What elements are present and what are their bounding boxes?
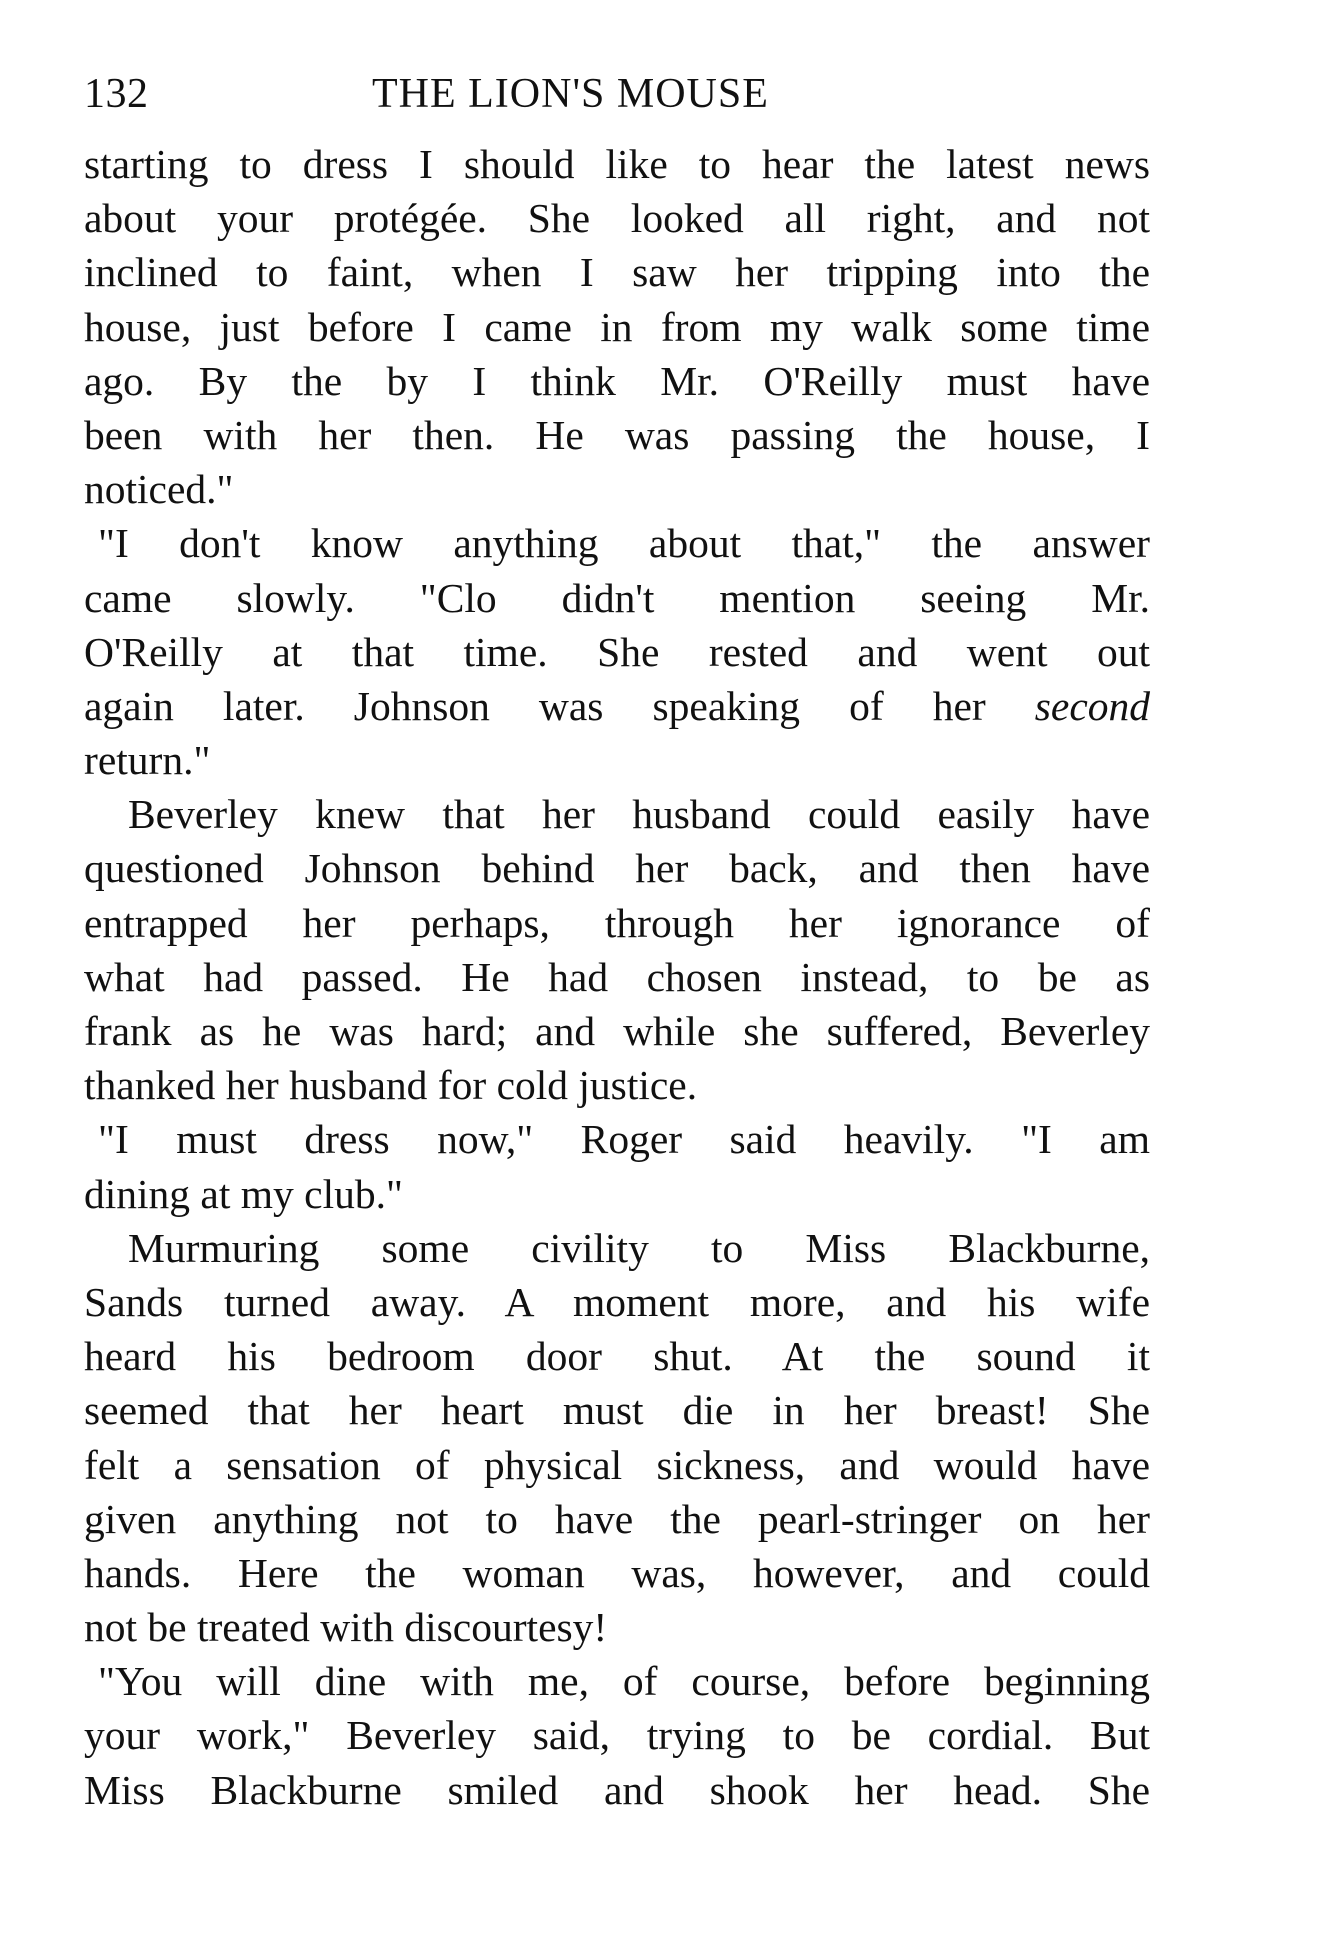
text-line: came slowly. "Clo didn't mention seeing Mr. bbox=[84, 574, 1150, 621]
text-line: given anything not to have the pearl-stringer on her bbox=[84, 1495, 1150, 1542]
text-line: dining at my club." bbox=[84, 1170, 403, 1217]
text-line: house, just before I came in from my walk some time bbox=[84, 303, 1150, 350]
text-line: thanked her husband for cold justice. bbox=[84, 1062, 698, 1109]
text-line: frank as he was hard; and while she suffered, Beverley bbox=[84, 1008, 1150, 1054]
text-line: questioned Johnson behind her back, and then have bbox=[84, 845, 1150, 892]
text-line: been with her then. He was passing the house, I bbox=[84, 411, 1150, 458]
text-line: "You will dine with me, of course, before beginning bbox=[98, 1658, 1150, 1705]
text-line: O'Reilly at that time. She rested and went out bbox=[84, 628, 1150, 675]
running-head bbox=[84, 64, 1150, 124]
page-number: 132 bbox=[84, 71, 149, 117]
body-text bbox=[84, 137, 1150, 1817]
text-line: noticed." bbox=[84, 466, 234, 513]
text-line: ago. By the by I think Mr. O'Reilly must have bbox=[84, 357, 1150, 404]
text-line: "I don't know anything about that," the answer bbox=[98, 520, 1150, 567]
text-line: your work," Beverley said, trying to be cordial. But bbox=[84, 1712, 1150, 1759]
text-line: hands. Here the woman was, however, and could bbox=[84, 1549, 1150, 1596]
text-line: about your protégée. She looked all right, and not bbox=[84, 195, 1150, 242]
running-title: THE LION'S MOUSE bbox=[372, 71, 769, 117]
text-line bbox=[84, 679, 1150, 733]
text-line: entrapped her perhaps, through her ignorance of bbox=[84, 899, 1150, 946]
text-line: "I must dress now," Roger said heavily. "I am bbox=[98, 1116, 1150, 1163]
text-line: return." bbox=[84, 737, 211, 784]
text-line: Miss Blackburne smiled and shook her head. She bbox=[84, 1766, 1150, 1813]
text-line: inclined to faint, when I saw her tripping into the bbox=[84, 249, 1150, 296]
text-line: not be treated with discourtesy! bbox=[84, 1604, 608, 1651]
text-line: seemed that her heart must die in her breast! She bbox=[84, 1387, 1150, 1434]
text-line: Beverley knew that her husband could easily have bbox=[128, 791, 1150, 838]
text-line: Sands turned away. A moment more, and his wife bbox=[84, 1278, 1150, 1325]
text-segment: again later. Johnson was speaking of her bbox=[84, 682, 986, 729]
text-line: what had passed. He had chosen instead, to be as bbox=[84, 953, 1150, 1000]
text-line: starting to dress I should like to hear the latest news bbox=[84, 141, 1150, 187]
text-line: Murmuring some civility to Miss Blackburne, bbox=[128, 1224, 1150, 1271]
text-line: felt a sensation of physical sickness, and would have bbox=[84, 1441, 1150, 1488]
text-line: heard his bedroom door shut. At the sound it bbox=[84, 1333, 1150, 1380]
italic-word: second bbox=[1034, 682, 1151, 729]
